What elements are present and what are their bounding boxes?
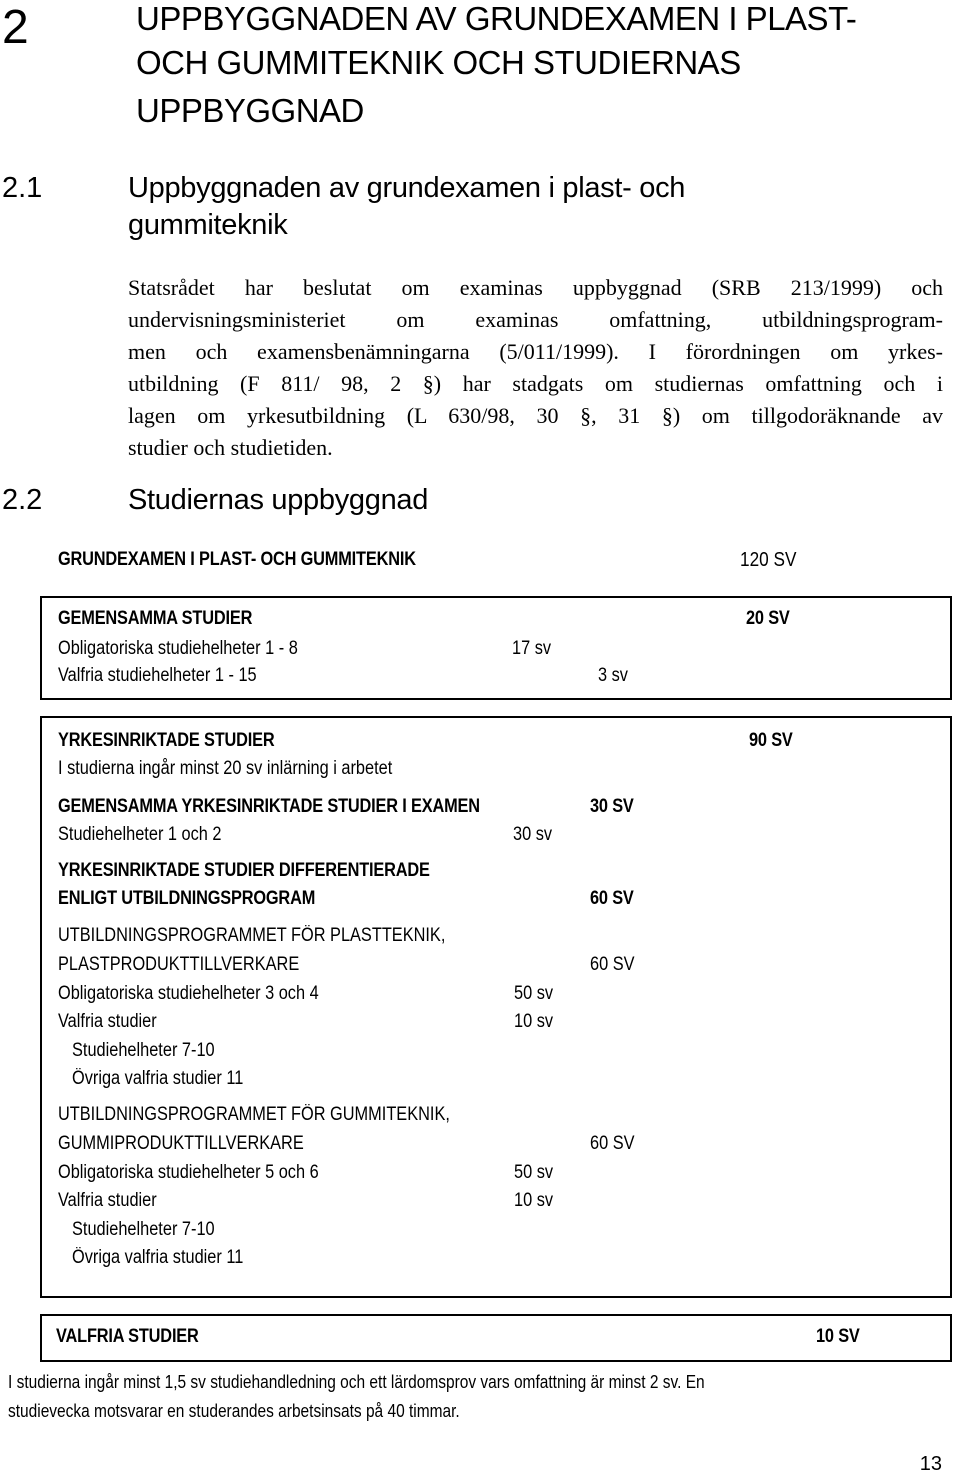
- common-row-2-label: Valfria studiehelheter 1 - 15: [58, 665, 257, 686]
- section-2-title: Studiernas uppbyggnad: [128, 484, 429, 516]
- program-2-sub-row-2: Övriga valfria studier 11: [72, 1247, 244, 1268]
- section-1-title-line-2: gummiteknik: [128, 209, 288, 241]
- common-row-2-value: 3 sv: [598, 665, 628, 686]
- chapter-title-line-2: OCH GUMMITEKNIK OCH STUDIERNAS: [136, 44, 741, 81]
- paragraph-line: Statsrådet har beslutat om examinas uppbyggnad (SRB 213/1999) och: [128, 275, 943, 300]
- program-2-row-1-label: Obligatoriska studiehelheter 5 och 6: [58, 1162, 319, 1183]
- program-1-row-2-value: 10 sv: [514, 1011, 554, 1032]
- program-1-row-2-label: Valfria studier: [58, 1011, 157, 1032]
- program-1-row-1-label: Obligatoriska studiehelheter 3 och 4: [58, 983, 319, 1004]
- vocational-label: YRKESINRIKTADE STUDIER: [58, 730, 275, 751]
- program-1-row-1-value: 50 sv: [514, 983, 554, 1004]
- vocational-studies-box: [40, 716, 952, 1298]
- footnote-line-1: I studierna ingår minst 1,5 sv studiehandledning och ett lärdomsprov vars omfattning är minst 2 sv. En: [8, 1372, 705, 1392]
- vocational-common-credits: 30 SV: [590, 796, 634, 817]
- section-2-number: 2.2: [2, 484, 43, 516]
- page-number: 13: [919, 1453, 942, 1475]
- section-1-paragraph: [128, 272, 943, 464]
- section-1-title-line-1: Uppbyggnaden av grundexamen i plast- och: [128, 172, 686, 204]
- vocational-common-row-label: Studiehelheter 1 och 2: [58, 824, 222, 845]
- program-1-sub-row-1: Studiehelheter 7-10: [72, 1040, 215, 1061]
- program-2-title-line-1: UTBILDNINGSPROGRAMMET FÖR GUMMITEKNIK,: [58, 1104, 450, 1125]
- program-2-credits: 60 SV: [590, 1133, 635, 1154]
- common-studies-label: GEMENSAMMA STUDIER: [58, 608, 253, 629]
- degree-label: GRUNDEXAMEN I PLAST- OCH GUMMITEKNIK: [58, 549, 416, 570]
- free-studies-credits: 10 SV: [816, 1326, 860, 1347]
- paragraph-line: men och examensbenämningarna (5/011/1999). I förordningen om yrkes-: [128, 339, 943, 364]
- program-2-sub-row-1: Studiehelheter 7-10: [72, 1219, 215, 1240]
- vocational-common-label: GEMENSAMMA YRKESINRIKTADE STUDIER I EXAMEN: [58, 796, 480, 817]
- program-2-row-1-value: 50 sv: [514, 1162, 554, 1183]
- differentiated-credits: 60 SV: [590, 888, 634, 909]
- paragraph-line: studier och studietiden.: [128, 435, 333, 460]
- section-1-number: 2.1: [2, 172, 43, 204]
- chapter-title-line-1: UPPBYGGNADEN AV GRUNDEXAMEN I PLAST-: [136, 0, 857, 37]
- program-1-sub-row-2: Övriga valfria studier 11: [72, 1068, 244, 1089]
- program-2-title-line-2: GUMMIPRODUKTTILLVERKARE: [58, 1133, 304, 1154]
- differentiated-label-line-2: ENLIGT UTBILDNINGSPROGRAM: [58, 888, 316, 909]
- common-studies-box: [40, 596, 952, 700]
- free-studies-box: [40, 1314, 952, 1362]
- program-2-row-2-label: Valfria studier: [58, 1190, 157, 1211]
- vocational-note: I studierna ingår minst 20 sv inlärning i arbetet: [58, 758, 393, 779]
- vocational-common-row-value: 30 sv: [513, 824, 553, 845]
- differentiated-label-line-1: YRKESINRIKTADE STUDIER DIFFERENTIERADE: [58, 860, 430, 881]
- degree-credits: 120 SV: [740, 549, 797, 571]
- footnote-line-2: studievecka motsvarar en studerandes arbetsinsats på 40 timmar.: [8, 1401, 460, 1421]
- chapter-number: 2: [2, 1, 29, 54]
- free-studies-label: VALFRIA STUDIER: [56, 1326, 199, 1347]
- program-2-row-2-value: 10 sv: [514, 1190, 554, 1211]
- program-1-title-line-2: PLASTPRODUKTTILLVERKARE: [58, 954, 300, 975]
- common-row-1-label: Obligatoriska studiehelheter 1 - 8: [58, 638, 298, 659]
- vocational-credits: 90 SV: [749, 730, 793, 751]
- paragraph-line: undervisningsministeriet om examinas omfattning, utbildningsprogram-: [128, 307, 943, 332]
- common-row-1-value: 17 sv: [512, 638, 552, 659]
- chapter-title-line-3: UPPBYGGNAD: [136, 92, 364, 129]
- paragraph-line: lagen om yrkesutbildning (L 630/98, 30 §, 31 §) om tillgodoräknande av: [128, 403, 943, 428]
- program-1-credits: 60 SV: [590, 954, 635, 975]
- program-1-title-line-1: UTBILDNINGSPROGRAMMET FÖR PLASTTEKNIK,: [58, 925, 446, 946]
- common-studies-credits: 20 SV: [746, 608, 790, 629]
- paragraph-line: utbildning (F 811/ 98, 2 §) har stadgats om studiernas omfattning och i: [128, 371, 943, 396]
